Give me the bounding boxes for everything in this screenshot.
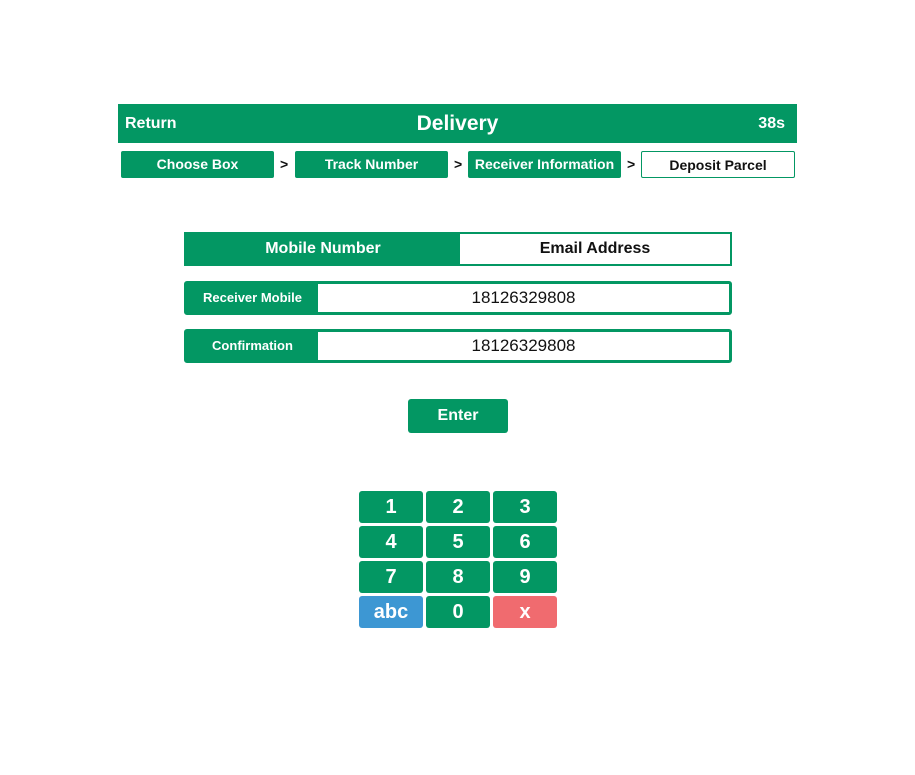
receiver-mobile-field: [184, 281, 732, 315]
key-4[interactable]: 4: [359, 526, 423, 558]
header-bar: [118, 104, 797, 143]
step-separator: >: [454, 156, 463, 172]
enter-button[interactable]: Enter: [408, 399, 508, 433]
key-abc[interactable]: abc: [359, 596, 423, 628]
confirmation-label: Confirmation: [187, 332, 318, 360]
step-receiver-information: Receiver Information: [468, 151, 621, 178]
receiver-mobile-input[interactable]: 18126329808: [471, 288, 576, 307]
page-title: Delivery: [416, 112, 499, 135]
countdown-timer: 38s: [758, 115, 785, 132]
confirmation-input[interactable]: 18126329808: [471, 336, 576, 355]
contact-method-tabs: [184, 232, 732, 266]
confirmation-field: [184, 329, 732, 363]
key-2[interactable]: 2: [426, 491, 490, 523]
tab-email-address[interactable]: Email Address: [460, 234, 730, 264]
step-choose-box: Choose Box: [121, 151, 274, 178]
receiver-mobile-label: Receiver Mobile: [187, 284, 318, 312]
key-6[interactable]: 6: [493, 526, 557, 558]
key-1[interactable]: 1: [359, 491, 423, 523]
step-separator: >: [627, 156, 636, 172]
key-3[interactable]: 3: [493, 491, 557, 523]
step-track-number: Track Number: [295, 151, 448, 178]
step-separator: >: [280, 156, 289, 172]
tab-mobile-number[interactable]: Mobile Number: [186, 234, 460, 264]
step-deposit-parcel: Deposit Parcel: [641, 151, 795, 178]
key-0[interactable]: 0: [426, 596, 490, 628]
key-delete[interactable]: x: [493, 596, 557, 628]
step-breadcrumb: [121, 151, 797, 178]
key-5[interactable]: 5: [426, 526, 490, 558]
key-9[interactable]: 9: [493, 561, 557, 593]
key-8[interactable]: 8: [426, 561, 490, 593]
key-7[interactable]: 7: [359, 561, 423, 593]
return-button[interactable]: Return: [125, 115, 177, 132]
